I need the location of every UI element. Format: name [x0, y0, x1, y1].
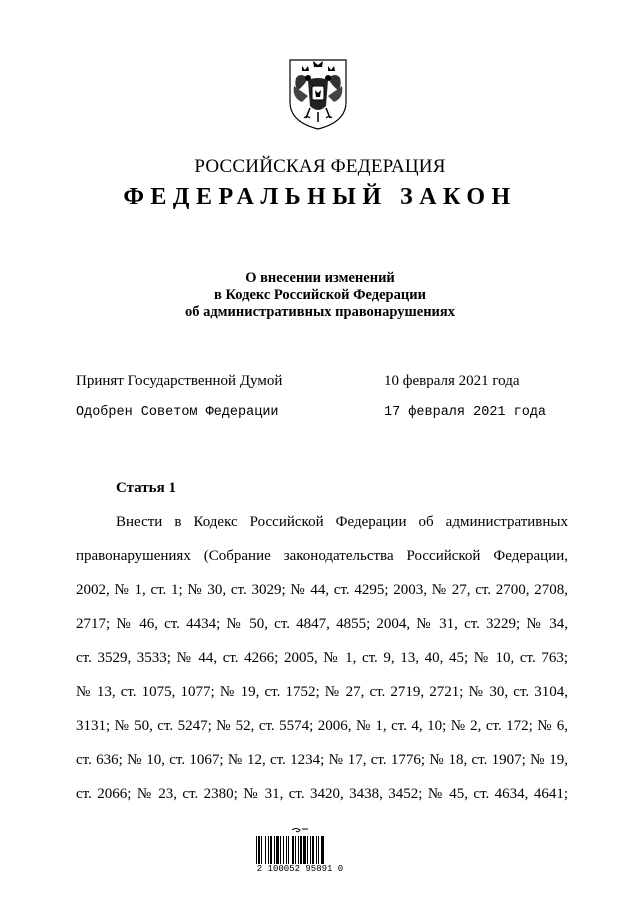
article-heading: Статья 1 [116, 480, 176, 496]
article-text-line: 3131; № 50, ст. 5247; № 52, ст. 5574; 2006, № 1, ст. 4, 10; № 2, ст. 172; № 6, [76, 718, 568, 734]
article-text-line: правонарушениях (Собрание законодательства Российской Федерации, [76, 548, 568, 564]
council-approval-date: 17 февраля 2021 года [384, 405, 547, 420]
duma-adoption-label: Принят Государственной Думой [76, 373, 283, 389]
article-text-line: ст. 3529, 3533; № 44, ст. 4266; 2005, № 1, ст. 9, 13, 40, 45; № 10, ст. 763; [76, 650, 568, 666]
country-name: РОССИЙСКАЯ ФЕДЕРАЦИЯ [194, 156, 446, 177]
article-text-line: 2717; № 46, ст. 4434; № 50, ст. 4847, 4855; 2004, № 31, ст. 3229; № 34, [76, 616, 568, 632]
article-text-line: 2002, № 1, ст. 1; № 30, ст. 3029; № 44, ст. 4295; 2003, № 27, ст. 2700, 2708, [76, 582, 568, 598]
article-text-line: Внести в Кодекс Российской Федерации об административных [116, 514, 568, 530]
coat-of-arms-emblem [286, 56, 350, 132]
law-title-line: О внесении изменений [245, 270, 395, 286]
law-title [0, 270, 640, 321]
barcode-number: 2 100052 95891 0 [248, 864, 352, 874]
council-approval-label: Одобрен Советом Федерации [76, 405, 279, 420]
article-text-line: ст. 636; № 10, ст. 1067; № 12, ст. 1234; № 17, ст. 1776; № 18, ст. 1907; № 19, [76, 752, 568, 768]
article-text-line: ст. 2066; № 23, ст. 2380; № 31, ст. 3420, 3438, 3452; № 45, ст. 4634, 4641; [76, 786, 568, 802]
law-title-line: об административных правонарушениях [184, 304, 456, 320]
article-text-line: № 13, ст. 1075, 1077; № 19, ст. 1752; № 27, ст. 2719, 2721; № 30, ст. 3104, [76, 684, 568, 700]
law-title-line: в Кодекс Российской Федерации [214, 287, 426, 303]
duma-adoption-date: 10 февраля 2021 года [384, 373, 520, 389]
law-type-heading: ФЕДЕРАЛЬНЫЙ ЗАКОН [123, 184, 517, 210]
